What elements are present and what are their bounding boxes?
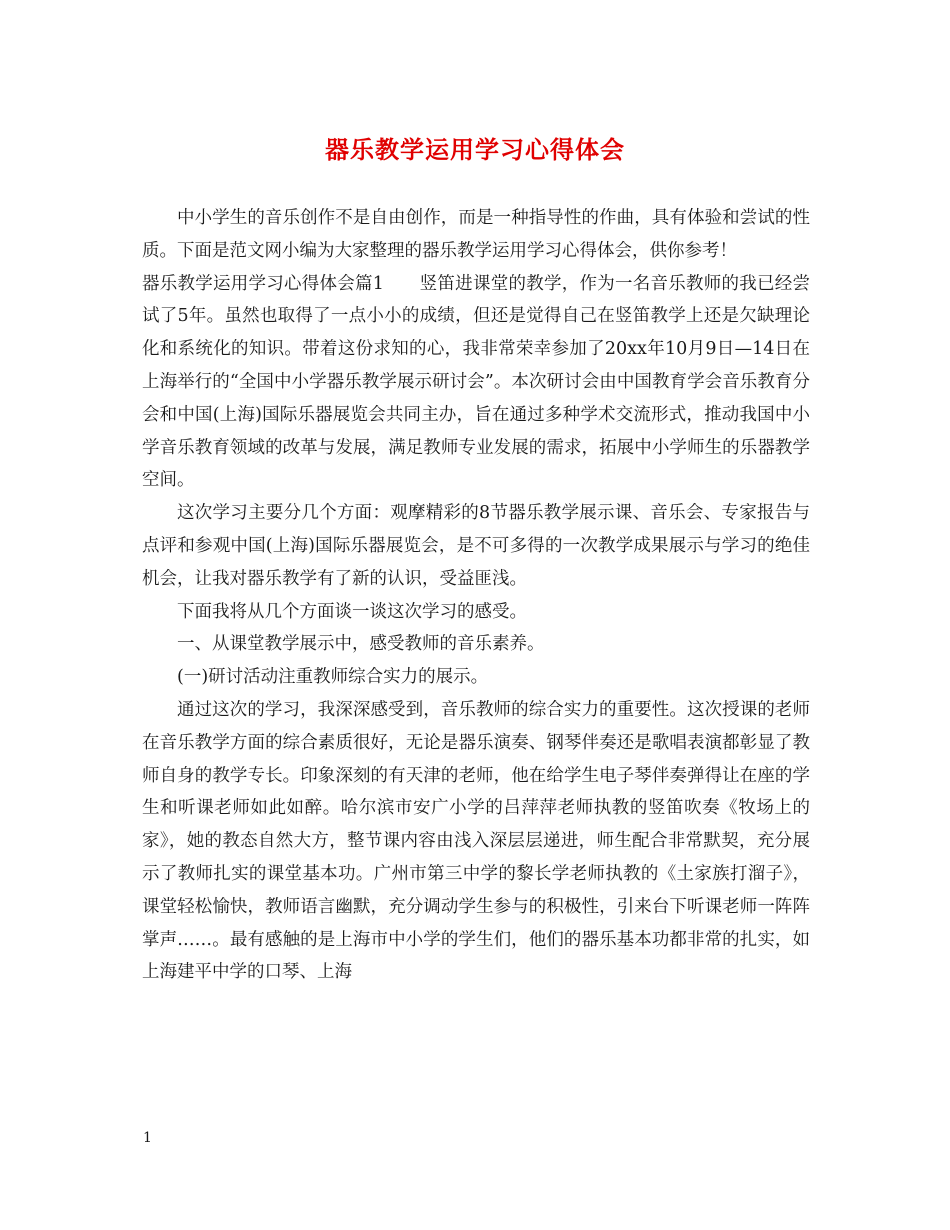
document-title: 器乐教学运用学习心得体会	[325, 135, 625, 164]
subsection-heading-1: (一)研讨活动注重教师综合实力的展示。	[177, 667, 489, 688]
paragraph-teacher-skills: 通过这次的学习，我深深感受到，音乐教师的综合实力的重要性。这次授课的老师在音乐教学方面的综合素质很好，无论是器乐演奏、钢琴伴奏还是歌唱表演都彰显了教师自身的教学专长。印象深刻的有天津的老师，他在给学生电子琴伴奏弹得让在座的学生和听课老师如此如醉。哈尔滨市安广小学的吕萍萍老师执教的竖笛吹奏《牧场上的家》，她的教态自然大方，整节课内容由浅入深层层递进，师生配合非常默契，充分展示了教师扎实的课堂基本功。广州市第三中学的黎长学老师执教的《土家族打溜子》，课堂轻松愉快，教师语言幽默，充分调动学生参与的积极性，引来台下听课老师一阵阵掌声……。最有感触的是上海市中小学的学生们，他们的器乐基本功都非常的扎实，如上海建平中学的口琴、上海	[142, 699, 810, 983]
paragraph-intro: 中小学生的音乐创作不是自由创作，而是一种指导性的作曲，具有体验和尝试的性质。下面是范文网小编为大家整理的器乐教学运用学习心得体会，供你参考！	[142, 208, 810, 261]
page-number: 1	[143, 1130, 152, 1146]
section-heading-1: 一、从课堂教学展示中，感受教师的音乐素养。	[177, 634, 545, 655]
paragraph-study-aspects: 这次学习主要分几个方面：观摩精彩的8节器乐教学展示课、音乐会、专家报告与点评和参观中国(上海)国际乐器展览会，是不可多得的一次教学成果展示与学习的绝佳机会，让我对器乐教学有了新的认识，受益匪浅。	[142, 503, 810, 589]
paragraph-article-1: 器乐教学运用学习心得体会篇1 竖笛进课堂的教学，作为一名音乐教师的我已经尝试了5年。虽然也取得了一点小小的成绩，但还是觉得自己在竖笛教学上还是欠缺理论化和系统化的知识。带着这份求知的心，我非常荣幸参加了20xx年10月9日—14日在上海举行的“全国中小学器乐教学展示研讨会”。本次研讨会由中国教育学会音乐教育分会和中国(上海)国际乐器展览会共同主办，旨在通过多种学术交流形式，推动我国中小学音乐教育领域的改革与发展，满足教师专业发展的需求，拓展中小学师生的乐器教学空间。	[142, 273, 810, 491]
document-body	[142, 202, 810, 989]
paragraph-transition: 下面我将从几个方面谈一谈这次学习的感受。	[177, 601, 527, 622]
